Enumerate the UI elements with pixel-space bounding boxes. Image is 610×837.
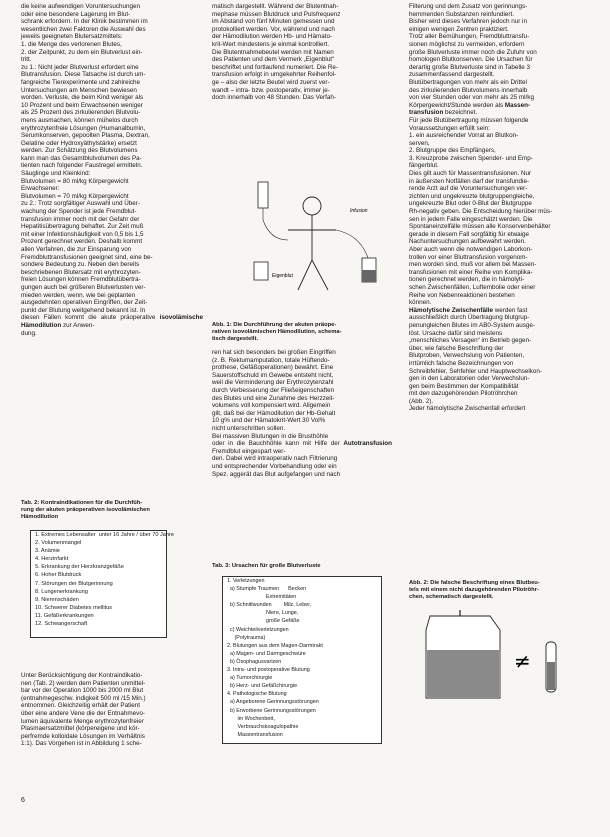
page-number: 6 bbox=[21, 797, 25, 804]
column-3 bbox=[409, 3, 589, 413]
tab3-row: b) Schnittwunden Milz, Leber, bbox=[227, 602, 312, 609]
tab2-row: 2. Volumenmangel bbox=[35, 540, 82, 547]
tab3-row: 4. Pathologische Blutung bbox=[227, 691, 287, 698]
tab3-row: b) Herz- und Gefäßchirurgie bbox=[227, 683, 298, 690]
blood-fill bbox=[427, 650, 499, 697]
tab3-row: a) Stumpfe Traumen Becken bbox=[227, 586, 307, 593]
tab2-row: 8. Lungenerkrankung bbox=[35, 588, 88, 595]
fig1-right-label: Infusion bbox=[350, 208, 368, 214]
patient-head-icon bbox=[303, 197, 321, 215]
tab2-row: 3. Anämie bbox=[35, 548, 60, 555]
col2-paragraph-2 bbox=[212, 349, 392, 478]
col1-text-1c: zur Anwen- dung. bbox=[21, 321, 95, 337]
tab3-row: Niere, Lunge, bbox=[227, 610, 299, 617]
tab3-row: (Polytrauma) bbox=[227, 634, 266, 641]
blood-bag-icon bbox=[254, 262, 268, 280]
tab3-row: Massentransfusion bbox=[227, 731, 283, 738]
col2-text-2c: Fremdblut eingespart wer- den. Dabei wird intraoperativ nach Filtrierung und entsprechender Vorbehandlung oder ein Spez. aggerät das Blut aufgefangen und nach bbox=[212, 447, 341, 478]
col1-paragraph-2: Unter Berücksichtigung der Kontraindikatio- nen (Tab. 2) werden dem Patienten unmittel- bar vor der Operation 1000 bis 2000 ml Blut (entnahmegeschw. indigkeit 500 ml /15 Min.) entnommen. Gleichzeitig erhält der Patient über eine andere Vene die der Entnahmevo- lumen äquivalente Menge erythrozytenfreier Plasmaersatzmittel (körpereigene und kör- perfremde kolloidale Lösungen im Verhältnis 1:1). Das Vorgehen ist in Abbildung 1 sche- bbox=[21, 672, 146, 748]
tab3-table bbox=[222, 576, 382, 744]
col2-paragraph-1: matisch dargestellt. Während der Blutentnah- mephase müssen Blutdruck und Pulsfrequenz im Abstand von fünf Minuten gemessen und protokolliert werden. Vor, während und nach der Hämodilution werden Hb- und Hämato- krit-Wert mindestens je einmal kontrolliert. Die Blutentnahmebeutel werden mit Namen des Patienten und dem Vermerk „Eigenblut“ beschriftet und fortlaufend numeriert. Die Re- transfusion erfolgt in umgekehrter Reihenfol- ge – also der letzte Beutel wird zuerst ver- wandt – intra- bzw. postoperativ, immer je- doch innerhalb von 48 Stunden. Das Verfah- bbox=[212, 3, 341, 102]
col3-text-1c: bezeichnet. Für jede Blutübertragung müssen folgende Voraussetzungen erfüllt sein: 1. ein ausreichender Vorrat an Blutkon- serven, 2. Blutgruppe des Empfängers, 3. Kreuzprobe zwischen Spender- und Emp- fängerblut. Dies gilt auch für Massentransfusionen. Nur in äußersten Notfällen darf der transfundie- rende Arzt auf die Voruntersuchungen ver- zichten und ungekreuzte blutgruppengleiche, ungekreuzte Blut oder 0-Blut der Blutgruppe Rh-negativ geben. Die Entscheidung hierüber müs- sen in jedem Falle eingeschätzt werden. Die Spontaneinzelfälle müssen alle Konservenbehälter gerade in diesem Fall sorgfältig für etwaige Nachuntersuchungen aufbewahrt werden. Aber auch wenn die notwendigen Laborkon- trollen vor einer Bluttransfusion vorgenom- men worden sind, muß vor allem bei Massen- transfusionen mit einer Reihe von Komplika- tionen gerechnet werden, die in hämolyti- schen Zwischenfällen, Luftembolie oder einer Reihe von Nebenreaktionen bestehen können. bbox=[409, 109, 553, 307]
tab2-row: 1. Extremes Lebensalter unter 16 Jahre / über 70 Jahre bbox=[35, 532, 174, 538]
fig1-caption: Abb. 1: Die Durchführung der akuten präope- rativen isovolämischen Hämodilution, schema- tisch dargestellt. bbox=[212, 322, 342, 342]
tab3-row: 1. Verletzungen bbox=[227, 578, 265, 584]
tab2-row: 6. Hoher Blutdruck bbox=[35, 572, 82, 579]
col2-bold-term: Autotransfusion bbox=[343, 440, 392, 448]
tab3-row: a) Magen- und Darmgeschwüre bbox=[227, 650, 306, 657]
tab2-row: 4. Herzinfarkt bbox=[35, 556, 69, 563]
figure-2-mislabel bbox=[420, 610, 570, 705]
tab3-row: 3. Intra- und postoperative Blutung bbox=[227, 667, 310, 674]
fig1-left-label: Eigenblut bbox=[272, 273, 293, 279]
tab3-row: a) Tumorchirurgie bbox=[227, 675, 273, 682]
col1-paragraph-1 bbox=[21, 3, 203, 337]
tab2-caption: Tab. 2: Kontraindikationen für die Durchfüh- rung der akuten präoperativen isovolämischen Hämodilution bbox=[21, 500, 150, 520]
tab3-row: b) Ösophagusvarizen bbox=[227, 658, 282, 665]
tab2-row: 10. Schwerer Diabetes mellitus bbox=[35, 604, 113, 611]
column-2-middle bbox=[212, 349, 392, 478]
col3-text-1: Filterung und dem Zusatz von gerinnungs- hemmenden Substanzen reinfundiert. Bisher wird dieses Verfahren jedoch nur in einigen wenigen Zentren praktiziert. Trotz aller Bemühungen, Fremdbluttransfu- sionen möglichst zu vermeiden, erfordern große Blutverluste immer noch die Zufuhr von homologen Blutkonserven. Die Ursachen für derartig große Blutverluste sind in Tabelle 3 zusammenfassend dargestellt. Blutübertragungen von mehr als ein Drittel des zirkulierenden Blutvolumens innerhalb von vier Stunden oder von mehr als 25 ml/kg Körpergewicht/Stunde werden als bbox=[409, 3, 537, 109]
figure-1-hemodilution bbox=[250, 180, 395, 315]
col1-text-1: die keine aufwendigen Voruntersuchungen oder eine besondere Lagerung im Blut- schrank erfordern. In der Klinik bestimmen im wesentlichen zwei Faktoren die Auswahl des jeweils geeigneten Blutersatzmittels: 1. die Menge des verlorenen Blutes, 2. der Zeitpunkt, zu dem ein Blutverlust ein- tritt. zu 1.: Nicht jeder Blutverlust erfordert eine Blutransfusion. Diese Tatsache ist durch um- fangreiche Tierexperimente und zahlreiche Untersuchungen am Menschen bewiesen worden. Verluste, die beim Kind weniger als 10 Prozent und beim Erwachsenen weniger als 25 Prozent des zirkulierenden Blutvolu- mens ausmachen, können mühelos durch erythrozytenfreie Lösungen (Humanalbumin, Serumkonserven, gepoolten Plasma, Dextran, Gelatine oder Hydroxyäthylstärke) ersetzt werden. Zur Schätzung des Blutvolumens kann man das Gesamtblutvolumen des Pa- tienten nach folgender Faustregel ermitteln. Säuglinge und Kleinkind: Blutvolumen = 80 ml/kg Körpergewicht Erwachsener: Blutvolumen = 70 ml/kg Körpergewicht zu 2.: Trotz sorgfältiger Auswahl und Über- wachung der Spender ist jede Fremdblut- transfusion immer noch mit der Gefahr der Hepatitisübertragung behaftet. Zur Zeit muß mit einer Infektionshäufigkeit von 0,5 bis 1,5 Prozent gerechnet werden. Deshalb kommt allen Verfahren, die zur Einsparung von Fremdbluttransfusionen geeignet sind, eine be- sondere Bedeutung zu. Neben den bereits beschriebenen Blutersatz mit erythrozyten- freien Lösungen können Fremdblutübertra- gungen auch bei größeren Blutverlusten ver- mieden werden, wenn, wie bei geplanten ausgedehnten operativen Eingriffen, der Zeit- punkt der Blutung weitgehend bekannt ist. In diesen Fällen kommt die akute präoperative bbox=[21, 3, 156, 322]
column-1 bbox=[21, 3, 203, 337]
tab2-row: 11. Gefäßerkrankungen bbox=[35, 612, 94, 619]
col3-paragraph-1 bbox=[409, 3, 589, 413]
tab3-row: b) Erworbene Gerinnungsstörungen bbox=[227, 707, 316, 714]
tab3-row: a) Angeborene Gerinnungsstörungen bbox=[227, 699, 319, 706]
col3-bold-term-1: Massen- transfusion bbox=[409, 101, 531, 117]
tab3-row: im Wochenbett, bbox=[227, 715, 275, 722]
tab2-table bbox=[30, 530, 174, 638]
tab3-row: c) Weichteilverletzungen bbox=[227, 626, 289, 633]
col3-bold-term-2: Hämolytische Zwischenfälle bbox=[409, 306, 493, 314]
tab3-row: große Gefäße bbox=[227, 618, 300, 625]
fig2-caption: Abb. 2: Die falsche Beschriftung eines Blutbeu- tels mit einem nicht dazugehörenden Pilotröhr- chen, schematisch dargestellt. bbox=[409, 580, 540, 600]
tab3-row: Verbrauchskoagulopathie bbox=[227, 723, 299, 730]
tab2-row: 7. Störungen der Blutgerinnung bbox=[35, 580, 113, 587]
column-2 bbox=[212, 3, 392, 102]
column-1-bottom bbox=[21, 672, 203, 748]
tab2-row: 12. Schwangerschaft bbox=[35, 621, 88, 628]
tab3-caption: Tab. 3: Ursachen für große Blutverluste bbox=[212, 563, 321, 569]
left-bag-icon bbox=[258, 182, 268, 208]
col1-bold-term: isovolämische Hämodilution bbox=[21, 314, 204, 329]
col3-text-2c: werden fast ausschließlich durch Übertragung blutgrup- penungleichen Blutes im AB0-System ausge- löst. Ursache dafür sind meistens „menschliches Versagen“ im Betrieb gegen- über, wie falsche Beschriftung der Blutproben, Verwechslung von Patienten, irrtümlich falsche Bezeichnungen von Schreibfehler, Sehfehler und Hauptwechselkon- gen in den Laboratorien oder Verwechslun- gen beim Bestimmen der Kompatibilität mit den dazugehörenden Pilotröhrchen (Abb. 2). Jeder hämolytische Zwischenfall erfordert bbox=[409, 306, 543, 413]
tab2-row: 9. Nierenschäden bbox=[35, 596, 79, 603]
tab3-row: 2. Blutungen aus dem Magen-Darmtrakt bbox=[227, 642, 323, 649]
col2-text-2: ren hat sich besonders bei großen Eingriffen (z. B. Rektumamputation, totale Hüftendo- prothese, Gefäßoperationen) bewährt. Eine Sauerstoffschuld im Gewebe entsteht nicht, weil die Verminderung der Erythrozytenzahl durch Verbesserung der Fließeigenschaften des Blutes und eine Zunahme des Herzzeit- volumens voll kompensiert wird. Allgemein gilt, daß bei der Hämodilution der Hb-Gehalt 10 g% und der Hämatokrit-Wert 30 Vol% nicht unterschritten sollen. Bei massiven Blutungen in die Brusthöhle oder in die Bauchhöhle kann mit Hilfe der bbox=[212, 349, 340, 448]
tab2-row: 5. Erkrankung der Herzkranzgefäße bbox=[35, 564, 124, 571]
not-equal-icon: ≠ bbox=[514, 649, 531, 673]
tab3-row: Extremitäten bbox=[227, 594, 297, 601]
